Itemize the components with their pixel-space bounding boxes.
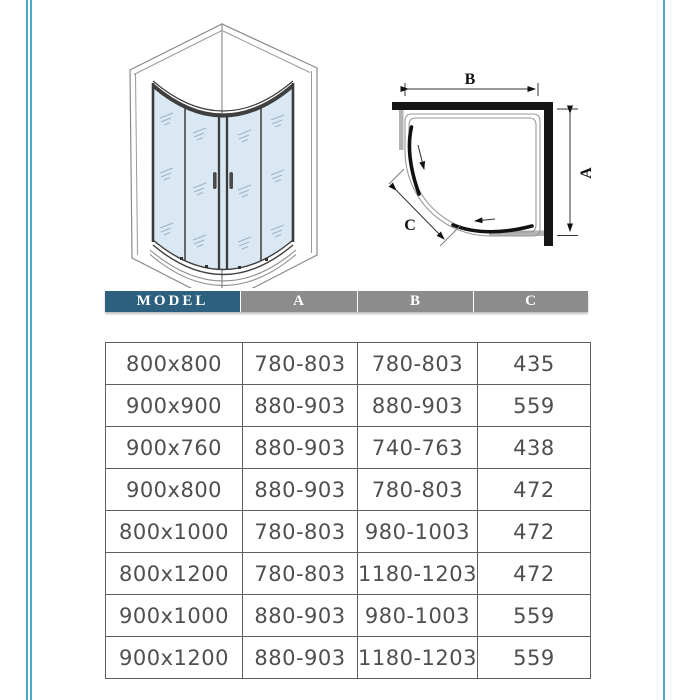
label-c: C bbox=[404, 217, 416, 234]
cell-model: 900x1000 bbox=[106, 595, 243, 637]
cell-c: 559 bbox=[477, 385, 590, 427]
cell-b: 780-803 bbox=[358, 469, 478, 511]
cell-a: 780-803 bbox=[243, 511, 358, 553]
cell-model: 900x760 bbox=[106, 427, 243, 469]
cell-b: 880-903 bbox=[358, 385, 478, 427]
cell-a: 780-803 bbox=[243, 553, 358, 595]
cell-model: 800x800 bbox=[106, 343, 243, 385]
cell-model: 900x800 bbox=[106, 469, 243, 511]
table-row bbox=[106, 595, 591, 637]
spec-table bbox=[105, 342, 591, 679]
left-accent-line-inner bbox=[30, 0, 32, 700]
plan-tray bbox=[405, 114, 540, 236]
dimension-c bbox=[389, 169, 461, 246]
plan-walls bbox=[392, 102, 553, 246]
cell-b: 740-763 bbox=[358, 427, 478, 469]
cell-b: 1180-1203 bbox=[358, 637, 478, 679]
right-accent-line bbox=[663, 0, 665, 700]
cell-c: 472 bbox=[477, 469, 590, 511]
dimension-b bbox=[405, 71, 538, 96]
cell-model: 800x1200 bbox=[106, 553, 243, 595]
header-c: C bbox=[474, 291, 588, 312]
label-b: B bbox=[464, 71, 476, 88]
door-handle-left bbox=[213, 172, 217, 189]
cell-a: 880-903 bbox=[243, 469, 358, 511]
door-handle-right bbox=[229, 172, 233, 189]
cell-c: 472 bbox=[477, 511, 590, 553]
cell-a: 880-903 bbox=[243, 637, 358, 679]
left-accent-line-outer bbox=[26, 0, 28, 700]
cell-model: 900x900 bbox=[106, 385, 243, 427]
cell-a: 780-803 bbox=[243, 343, 358, 385]
table-row bbox=[106, 343, 591, 385]
cell-b: 780-803 bbox=[358, 343, 478, 385]
cell-model: 900x1200 bbox=[106, 637, 243, 679]
table-row bbox=[106, 553, 591, 595]
plan-sliding-doors bbox=[409, 127, 532, 232]
cell-c: 472 bbox=[477, 553, 590, 595]
isometric-shower-diagram bbox=[110, 8, 330, 288]
table-row bbox=[106, 385, 591, 427]
cell-a: 880-903 bbox=[243, 385, 358, 427]
table-row bbox=[106, 511, 591, 553]
cell-c: 559 bbox=[477, 637, 590, 679]
cell-b: 980-1003 bbox=[358, 511, 478, 553]
table-row bbox=[106, 427, 591, 469]
cell-model: 800x1000 bbox=[106, 511, 243, 553]
cell-b: 1180-1203 bbox=[358, 553, 478, 595]
cell-a: 880-903 bbox=[243, 427, 358, 469]
cell-c: 435 bbox=[477, 343, 590, 385]
header-b: B bbox=[358, 291, 473, 312]
dimension-a bbox=[557, 109, 595, 236]
header-a: A bbox=[241, 291, 357, 312]
header-model: MODEL bbox=[105, 291, 240, 312]
cell-c: 559 bbox=[477, 595, 590, 637]
cell-c: 438 bbox=[477, 427, 590, 469]
table-row bbox=[106, 637, 591, 679]
cell-b: 980-1003 bbox=[358, 595, 478, 637]
spec-table-header bbox=[105, 291, 588, 312]
table-row bbox=[106, 469, 591, 511]
cell-a: 880-903 bbox=[243, 595, 358, 637]
plan-view-diagram bbox=[383, 53, 613, 253]
label-a: A bbox=[578, 167, 595, 179]
